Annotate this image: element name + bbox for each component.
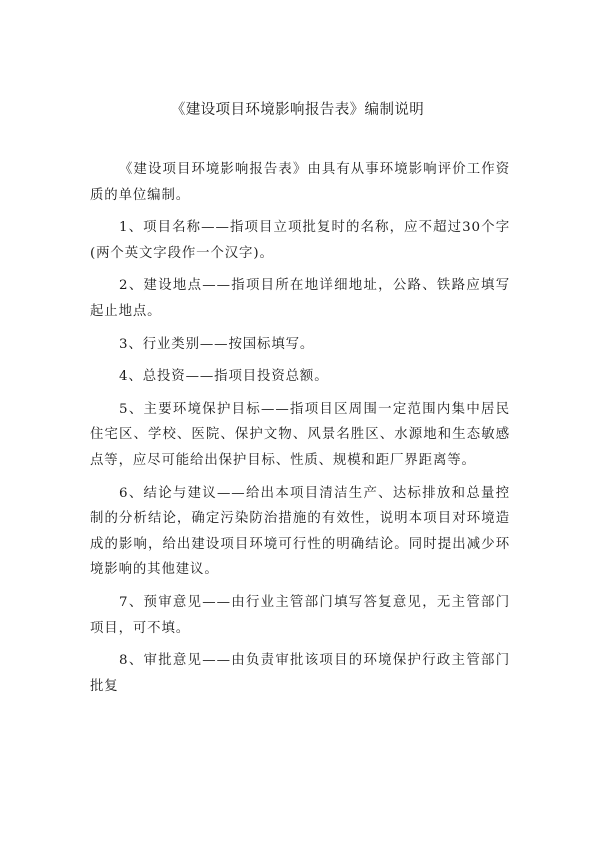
document-title: 《建设项目环境影响报告表》编制说明 xyxy=(170,102,425,118)
item-approval-opinion: 8、审批意见——由负责审批该项目的环境保护行政主管部门批复 xyxy=(90,653,510,694)
item-total-investment: 4、总投资——指项目投资总额。 xyxy=(119,369,329,385)
item-project-name: 1、项目名称——指项目立项批复时的名称，应不超过30个字(两个英文字段作一个汉字)。 xyxy=(90,220,510,261)
item-conclusions: 6、结论与建议——给出本项目清洁生产、达标排放和总量控制的分析结论，确定污染防治措施的有效性，说明本项目对环境造成的影响，给出建设项目环境可行性的明确结论。同时提出减少环境影响的其他建议。 xyxy=(90,485,510,578)
item-construction-site: 2、建设地点——指项目所在地详细地址，公路、铁路应填写起止地点。 xyxy=(90,278,510,319)
item-pre-review-opinion: 7、预审意见——由行业主管部门填写答复意见，无主管部门项目，可不填。 xyxy=(90,594,510,636)
item-protection-targets: 5、主要环境保护目标——指项目区周围一定范围内集中居民住宅区、学校、医院、保护文物、风景名胜区、水源地和生态敏感点等，应尽可能给出保护目标、性质、规模和距厂界距离等。 xyxy=(90,401,510,468)
intro-paragraph: 《建设项目环境影响报告表》由具有从事环境影响评价工作资质的单位编制。 xyxy=(90,162,510,203)
document-body xyxy=(90,157,510,706)
item-industry-category: 3、行业类别——按国标填写。 xyxy=(119,336,315,352)
